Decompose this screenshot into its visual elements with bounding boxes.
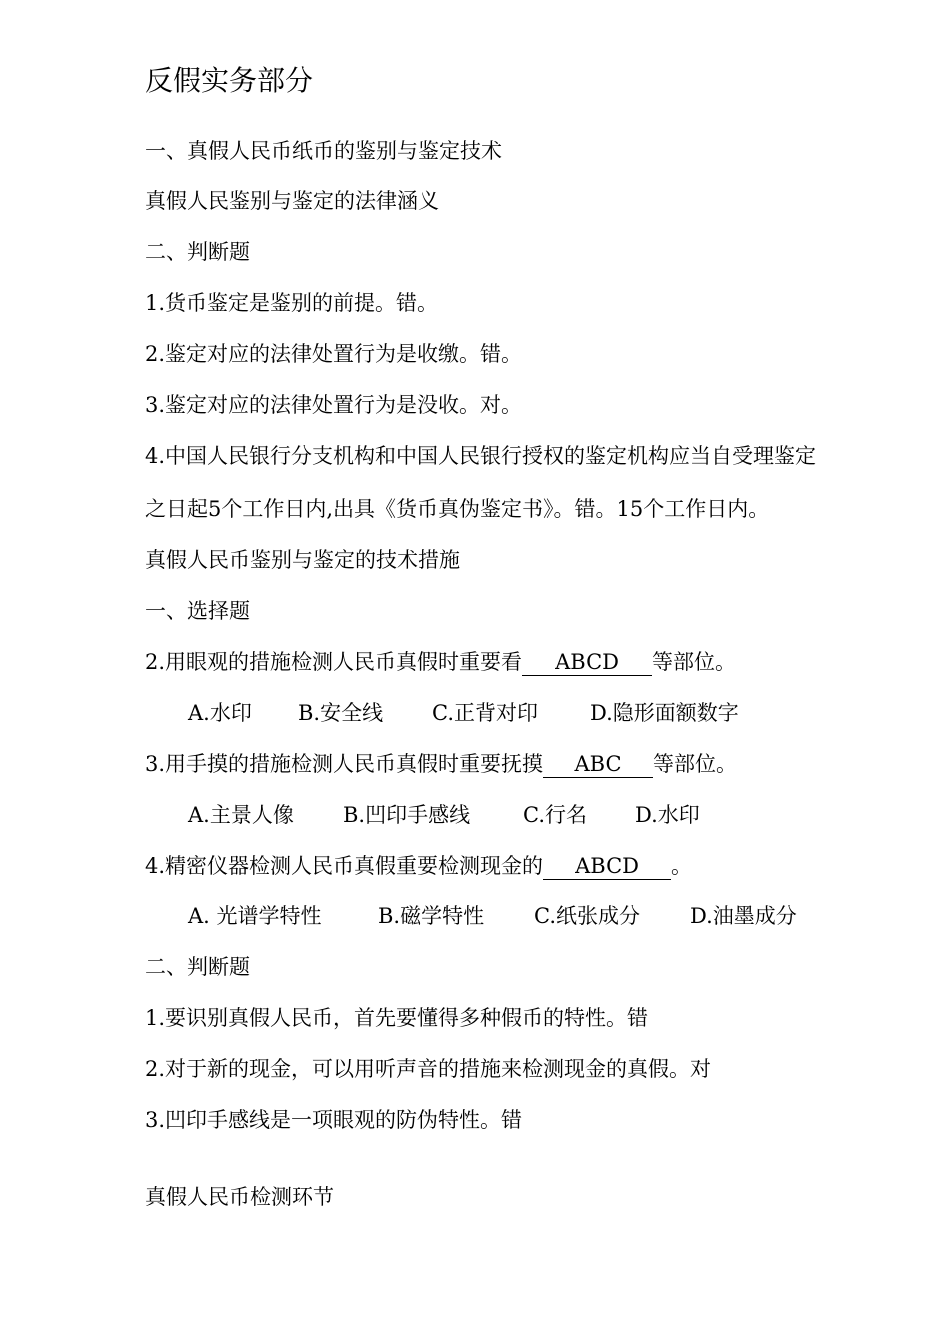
section-heading: 一、真假人民币纸币的鉴别与鉴定技术 [145, 139, 502, 163]
judge-item: 3.凹印手感线是一项眼观的防伪特性。错 [145, 1108, 523, 1132]
options-row [188, 698, 739, 728]
question-text: 2.用眼观的措施检测人民币真假时重要看 [145, 650, 523, 674]
question-text: 4.精密仪器检测人民币真假重要检测现金的 [145, 854, 544, 878]
option: D.水印 [635, 803, 700, 827]
option: B.磁学特性 [378, 904, 485, 928]
subheading: 真假人民鉴别与鉴定的法律涵义 [145, 189, 439, 213]
answer-blank: ABC [543, 751, 653, 778]
question-3 [145, 749, 737, 779]
judge-item: 1.要识别真假人民币，首先要懂得多种假币的特性。错 [145, 1006, 649, 1030]
question-suffix: 等部位。 [652, 650, 737, 674]
option: C.纸张成分 [534, 904, 640, 928]
subheading: 真假人民币检测环节 [145, 1185, 334, 1209]
question-2 [145, 647, 736, 677]
judge-item: 3.鉴定对应的法律处置行为是没收。对。 [145, 393, 523, 417]
options-row [188, 800, 700, 830]
judge-heading: 二、判断题 [145, 240, 250, 264]
option: A.主景人像 [188, 803, 294, 827]
judge-item: 2.鉴定对应的法律处置行为是收缴。错。 [145, 342, 523, 366]
judge-item: 4.中国人民银行分支机构和中国人民银行授权的鉴定机构应当自受理鉴定 [145, 444, 817, 468]
judge-item: 1.货币鉴定是鉴别的前提。错。 [145, 291, 439, 315]
option: D.油墨成分 [690, 904, 797, 928]
question-text: 3.用手摸的措施检测人民币真假时重要抚摸 [145, 752, 544, 776]
subheading: 真假人民币鉴别与鉴定的技术措施 [145, 548, 460, 572]
option: C.行名 [523, 803, 587, 827]
question-suffix: 。 [671, 854, 693, 878]
option: B.安全线 [298, 701, 384, 725]
answer-blank: ABCD [522, 649, 652, 676]
options-row [188, 901, 797, 931]
judge-item: 2.对于新的现金，可以用听声音的措施来检测现金的真假。对 [145, 1057, 712, 1081]
question-suffix: 等部位。 [653, 752, 738, 776]
option: D.隐形面额数字 [590, 701, 739, 725]
judge-heading: 二、判断题 [145, 955, 250, 979]
option: A. 光谱学特性 [188, 904, 322, 928]
question-4 [145, 851, 692, 881]
option: C.正背对印 [432, 701, 538, 725]
choice-heading: 一、选择题 [145, 599, 250, 623]
judge-item-continued: 之日起5个工作日内,出具《货币真伪鉴定书》。错。15个工作日内。 [145, 497, 770, 521]
page-title: 反假实务部分 [145, 64, 314, 97]
answer-blank: ABCD [543, 853, 671, 880]
option: A.水印 [188, 701, 252, 725]
option: B.凹印手感线 [343, 803, 471, 827]
